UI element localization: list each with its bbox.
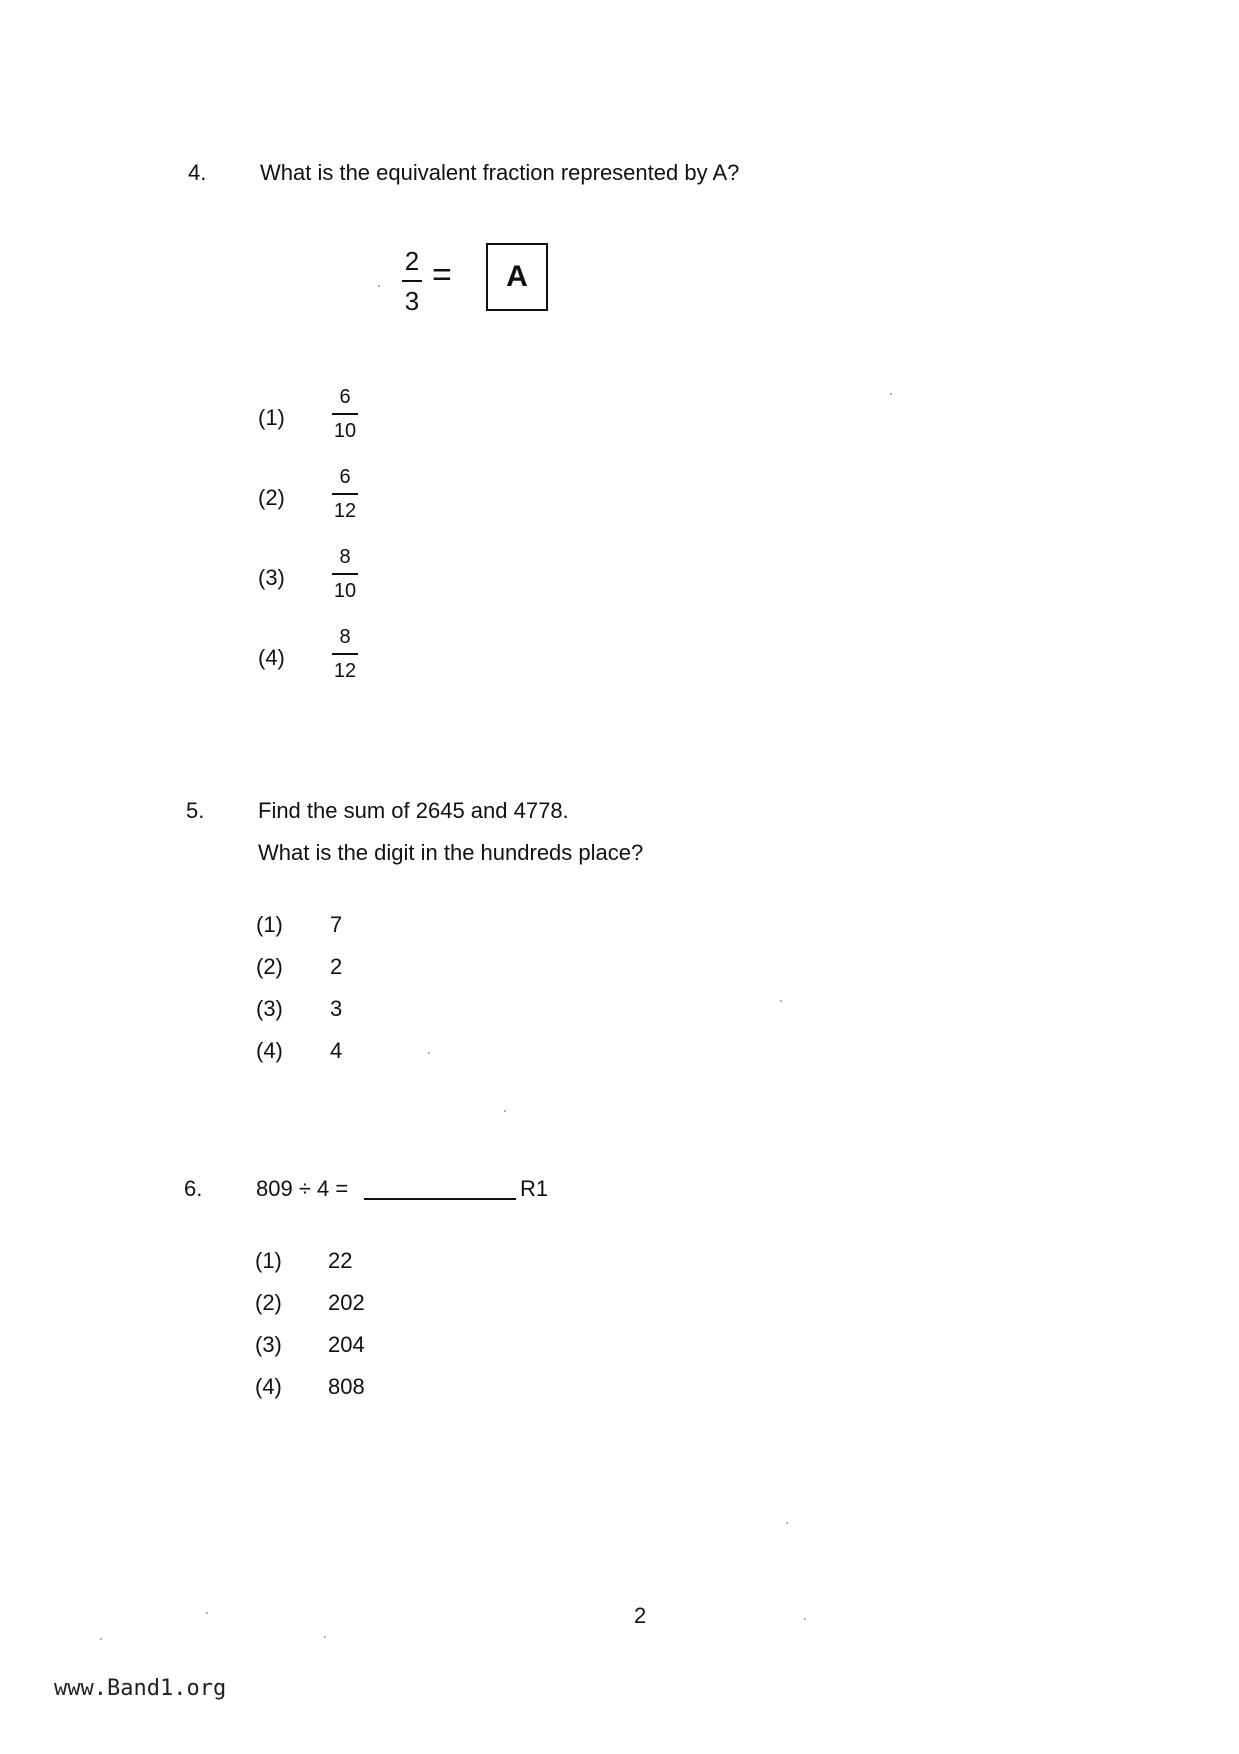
scan-speck [780,1000,782,1002]
q4-option-3-denominator: 10 [333,579,357,602]
question-6-number: 6. [184,1176,203,1201]
q5-option-2-label: (2) [256,954,283,979]
page-number: 2 [634,1603,647,1628]
q6-option-4-label: (4) [255,1374,282,1399]
scan-speck [324,1636,326,1638]
q6-option-3-value: 204 [328,1332,365,1357]
q6-option-1-value: 22 [328,1248,353,1273]
q5-option-1-value: 7 [330,912,343,937]
scan-speck [504,1110,506,1112]
equation-fraction [402,248,422,314]
footer-url: www.Band1.org [54,1676,227,1701]
q4-option-4-denominator: 12 [333,659,357,682]
q4-option-1-fraction [332,387,358,441]
question-5-line-2: What is the digit in the hundreds place? [258,840,644,865]
question-4-text: What is the equivalent fraction represented by A? [260,160,740,185]
question-6-remainder: R1 [520,1176,549,1201]
scan-speck [206,1612,208,1614]
q5-option-4-value: 4 [330,1038,343,1063]
q4-option-2-fraction [332,467,358,521]
question-6-expression: 809 ÷ 4 = [256,1176,349,1201]
q6-option-3-label: (3) [255,1332,282,1357]
equation-numerator: 2 [404,246,420,276]
q6-option-2-value: 202 [328,1290,365,1315]
q4-option-1-numerator: 6 [339,386,351,408]
question-4-number: 4. [188,160,207,185]
equation-equals: = [432,256,452,294]
q4-option-1-denominator: 10 [333,419,357,442]
q4-option-3-label: (3) [258,565,285,590]
q4-option-1-label: (1) [258,405,285,430]
scan-speck [786,1522,788,1524]
q6-option-1-label: (1) [255,1248,282,1273]
q6-option-4-value: 808 [328,1374,365,1399]
question-5-line-1: Find the sum of 2645 and 4778. [258,798,569,823]
scan-speck [804,1618,806,1620]
q4-option-2-label: (2) [258,485,285,510]
q4-option-4-numerator: 8 [339,626,351,648]
q5-option-3-label: (3) [256,996,283,1021]
q4-option-2-numerator: 6 [339,466,351,488]
q5-option-4-label: (4) [256,1038,283,1063]
q5-option-3-value: 3 [330,996,343,1021]
answer-box-a: A [486,243,548,311]
q5-option-2-value: 2 [330,954,343,979]
q4-option-4-fraction [332,627,358,681]
q5-option-1-label: (1) [256,912,283,937]
q4-option-3-numerator: 8 [339,546,351,568]
scan-speck [890,393,892,395]
q4-option-2-denominator: 12 [333,499,357,522]
scan-speck [428,1052,430,1054]
question-5-number: 5. [186,798,205,823]
scan-speck [378,285,380,287]
equation-denominator: 3 [404,285,420,316]
q6-option-2-label: (2) [255,1290,282,1315]
scan-speck [100,1638,102,1640]
question-6-answer-blank [364,1198,516,1200]
q4-option-4-label: (4) [258,645,285,670]
q4-option-3-fraction [332,547,358,601]
equation-fraction-bar [402,280,422,282]
